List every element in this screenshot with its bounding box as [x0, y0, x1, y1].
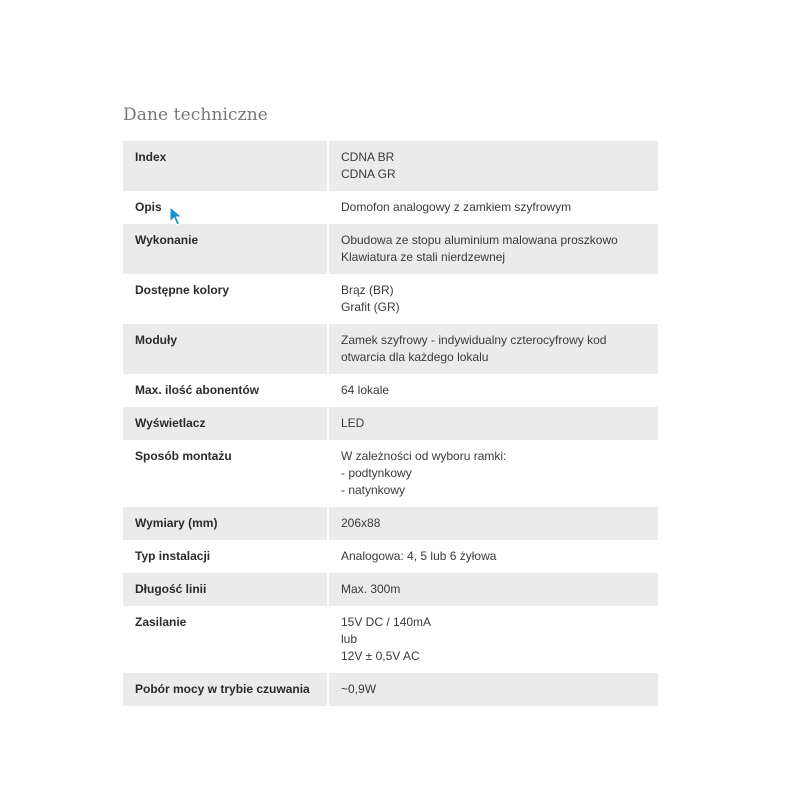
- spec-value-line: 15V DC / 140mA: [341, 615, 432, 629]
- spec-value: [328, 324, 658, 374]
- table-row: [123, 573, 658, 606]
- spec-label: Sposób montażu: [123, 440, 328, 507]
- spec-label: Moduły: [123, 324, 328, 374]
- spec-value: [328, 407, 658, 440]
- spec-value-line: Obudowa ze stopu aluminium malowana proszkowo: [341, 233, 618, 247]
- table-row: [123, 507, 658, 540]
- spec-value-line: Domofon analogowy z zamkiem szyfrowym: [341, 200, 572, 214]
- table-row: [123, 224, 658, 274]
- table-row: [123, 274, 658, 324]
- spec-label: Opis: [123, 191, 328, 224]
- section-heading: Dane techniczne: [123, 105, 268, 125]
- spec-value-line: CDNA GR: [341, 167, 396, 181]
- spec-value-line: lub: [341, 632, 358, 646]
- spec-value: [328, 191, 658, 224]
- table-row: [123, 191, 658, 224]
- spec-value: [328, 673, 658, 706]
- spec-value-line: W zależności od wyboru ramki:: [341, 449, 507, 463]
- spec-value-line: LED: [341, 416, 365, 430]
- spec-label: Wykonanie: [123, 224, 328, 274]
- table-row: [123, 606, 658, 673]
- spec-value-line: Brąz (BR): [341, 283, 394, 297]
- spec-value-line: 64 lokale: [341, 383, 390, 397]
- table-row: [123, 440, 658, 507]
- spec-label: Max. ilość abonentów: [123, 374, 328, 407]
- spec-value: [328, 573, 658, 606]
- spec-value-line: CDNA BR: [341, 150, 395, 164]
- spec-table: [123, 141, 658, 706]
- spec-value-line: Analogowa: 4, 5 lub 6 żyłowa: [341, 549, 497, 563]
- spec-value-line: 206x88: [341, 516, 381, 530]
- spec-value-line: ~0,9W: [341, 682, 377, 696]
- table-row: [123, 141, 658, 191]
- spec-label: Index: [123, 141, 328, 191]
- spec-label: Wymiary (mm): [123, 507, 328, 540]
- spec-label: Długość linii: [123, 573, 328, 606]
- spec-value-line: 12V ± 0,5V AC: [341, 649, 420, 663]
- spec-value-line: - natynkowy: [341, 483, 406, 497]
- spec-value: [328, 374, 658, 407]
- spec-value-line: Grafit (GR): [341, 300, 400, 314]
- spec-value-line: otwarcia dla każdego lokalu: [341, 350, 489, 364]
- spec-value-line: Zamek szyfrowy - indywidualny czterocyfrowy kod: [341, 333, 607, 347]
- mouse-pointer-icon: [169, 206, 185, 228]
- spec-label: Pobór mocy w trybie czuwania: [123, 673, 328, 706]
- spec-label: Wyświetlacz: [123, 407, 328, 440]
- table-row: [123, 540, 658, 573]
- table-row: [123, 673, 658, 706]
- spec-value: [328, 606, 658, 673]
- spec-value: [328, 224, 658, 274]
- spec-value-line: Klawiatura ze stali nierdzewnej: [341, 250, 506, 264]
- spec-value: [328, 540, 658, 573]
- spec-value: [328, 507, 658, 540]
- spec-label: Typ instalacji: [123, 540, 328, 573]
- table-row: [123, 407, 658, 440]
- table-row: [123, 374, 658, 407]
- spec-value: [328, 274, 658, 324]
- spec-value-line: - podtynkowy: [341, 466, 412, 480]
- spec-value: [328, 141, 658, 191]
- spec-label: Dostępne kolory: [123, 274, 328, 324]
- spec-value-line: Max. 300m: [341, 582, 401, 596]
- spec-value: [328, 440, 658, 507]
- spec-label: Zasilanie: [123, 606, 328, 673]
- spec-table-body: [123, 141, 658, 706]
- table-row: [123, 324, 658, 374]
